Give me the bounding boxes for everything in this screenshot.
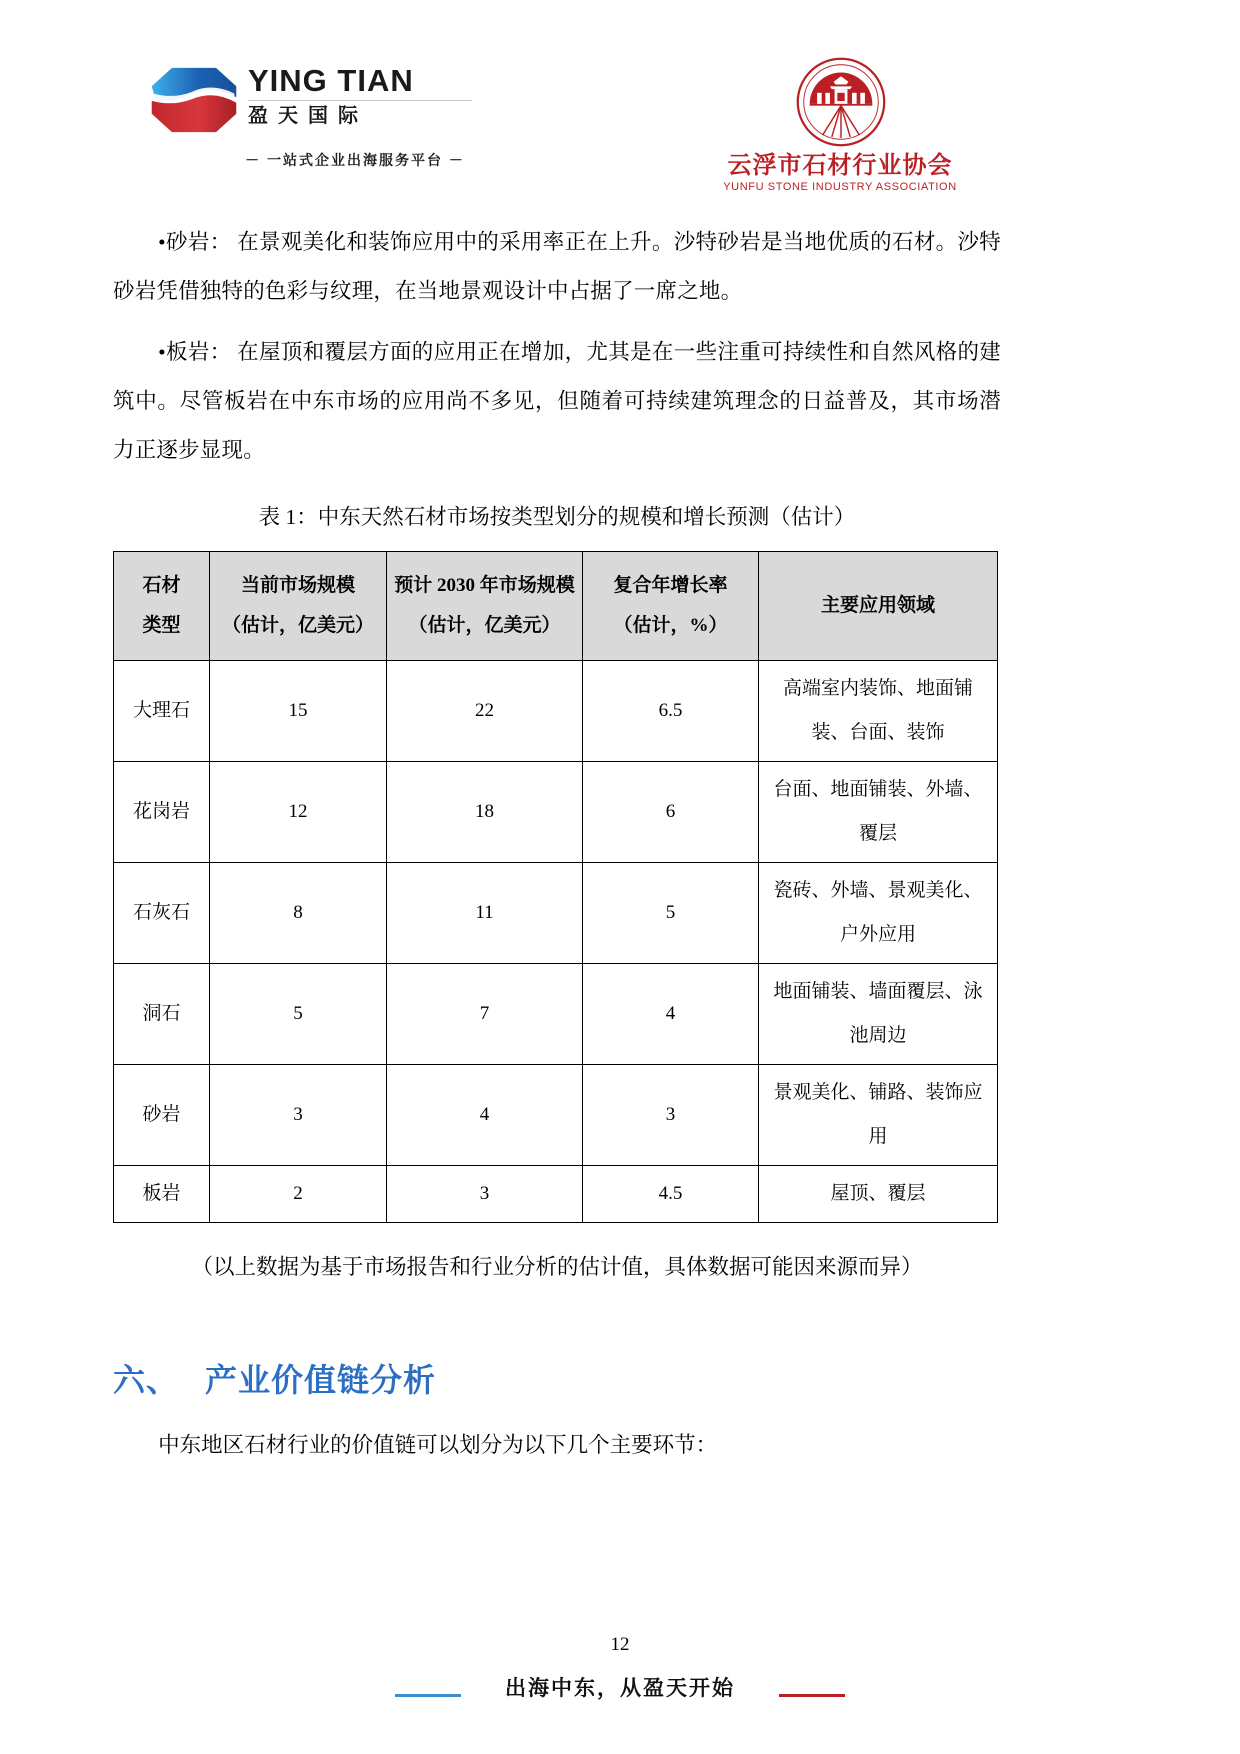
table-row (114, 762, 998, 863)
cell-cagr: 6.5 (583, 661, 759, 762)
cell-2030-size: 22 (387, 661, 583, 762)
table-row (114, 1065, 998, 1166)
cell-applications: 瓷砖、外墙、景观美化、户外应用 (759, 863, 998, 964)
cell-current-size: 12 (210, 762, 387, 863)
header-line2: （估计，%） (613, 615, 728, 636)
cell-stone-type: 砂岩 (114, 1065, 210, 1166)
table-row (114, 863, 998, 964)
cell-cagr: 6 (583, 762, 759, 863)
header-line1: 当前市场规模 (240, 575, 355, 596)
yingtian-english-name: YING TIAN (248, 63, 414, 98)
yunfu-seal-icon (795, 56, 887, 148)
cell-stone-type: 洞石 (114, 964, 210, 1065)
yingtian-logo (148, 58, 548, 188)
cell-stone-type: 板岩 (114, 1166, 210, 1223)
footer-slogan: 出海中东，从盈天开始 (505, 1676, 735, 1700)
cell-applications: 景观美化、铺路、装饰应用 (759, 1065, 998, 1166)
header-cell-type (114, 552, 210, 661)
header-cell-2030-size (387, 552, 583, 661)
page-number: 12 (610, 1634, 630, 1655)
cell-applications: 屋顶、覆层 (759, 1166, 998, 1223)
header-line2: （估计，亿美元） (221, 615, 374, 636)
paragraph-sandstone: •砂岩： 在景观美化和装饰应用中的采用率正在上升。沙特砂岩是当地优质的石材。沙特砂岩凭借独特的色彩与纹理，在当地景观设计中占据了一席之地。 (113, 230, 1001, 303)
cell-current-size: 8 (210, 863, 387, 964)
cell-applications: 高端室内装饰、地面铺装、台面、装饰 (759, 661, 998, 762)
cell-2030-size: 7 (387, 964, 583, 1065)
header-cell-current-size (210, 552, 387, 661)
section-intro-paragraph: 中东地区石材行业的价值链可以划分为以下几个主要环节： (158, 1433, 718, 1457)
cell-cagr: 5 (583, 863, 759, 964)
header-line2: 类型 (142, 615, 181, 636)
footer-slogan-row (0, 1672, 1240, 1706)
section-number: 六、 (113, 1362, 180, 1398)
cell-current-size: 5 (210, 964, 387, 1065)
cell-cagr: 4.5 (583, 1166, 759, 1223)
table-row (114, 1166, 998, 1223)
header-cell-cagr (583, 552, 759, 661)
yingtian-mark-icon (148, 66, 240, 134)
cell-applications: 地面铺装、墙面覆层、泳池周边 (759, 964, 998, 1065)
cell-current-size: 15 (210, 661, 387, 762)
page-content (113, 218, 1001, 1470)
cell-current-size: 2 (210, 1166, 387, 1223)
table-row (114, 661, 998, 762)
cell-stone-type: 大理石 (114, 661, 210, 762)
stone-market-table (113, 551, 998, 1223)
yingtian-wordmark (248, 64, 528, 128)
cell-current-size: 3 (210, 1065, 387, 1166)
table-caption: 表 1：中东天然石材市场按类型划分的规模和增长预测（估计） (258, 505, 856, 529)
header-line1: 复合年增长率 (613, 575, 728, 596)
yingtian-chinese-name: 盈天国际 (248, 105, 368, 127)
cell-2030-size: 3 (387, 1166, 583, 1223)
page-header (0, 48, 1240, 198)
yunfu-english-name: YUNFU STONE INDUSTRY ASSOCIATION (723, 181, 957, 193)
cell-stone-type: 石灰石 (114, 863, 210, 964)
header-line2: （估计，亿美元） (408, 615, 561, 636)
section-title: 产业价值链分析 (205, 1362, 437, 1398)
header-line1: 石材 (142, 575, 181, 596)
paragraph-slate: •板岩： 在屋顶和覆层方面的应用正在增加，尤其是在一些注重可持续性和自然风格的建筑中。尽管板岩在中东市场的应用尚不多见，但随着可持续建筑理念的日益普及，其市场潜力正逐步显现。 (113, 340, 1001, 462)
header-cell-applications (759, 552, 998, 661)
table-body (114, 661, 998, 1223)
cell-cagr: 4 (583, 964, 759, 1065)
cell-2030-size: 11 (387, 863, 583, 964)
cell-2030-size: 18 (387, 762, 583, 863)
yingtian-divider (248, 100, 472, 101)
cell-cagr: 3 (583, 1065, 759, 1166)
table-header (114, 552, 998, 661)
header-line1: 主要应用领域 (820, 595, 935, 616)
table-note: （以上数据为基于市场报告和行业分析的估计值，具体数据可能因来源而异） (191, 1255, 923, 1279)
yunfu-association-logo (700, 48, 1120, 198)
cell-applications: 台面、地面铺装、外墙、覆层 (759, 762, 998, 863)
header-line1: 预计 2030 年市场规模 (394, 575, 575, 596)
yunfu-chinese-name: 云浮市石材行业协会 (727, 152, 953, 179)
table-header-row (114, 552, 998, 661)
section-heading (113, 1355, 1001, 1405)
paragraph-spacer (113, 316, 1001, 328)
cell-stone-type: 花岗岩 (114, 762, 210, 863)
yingtian-tagline: － 一站式企业出海服务平台 － (245, 152, 465, 168)
table-row (114, 964, 998, 1065)
cell-2030-size: 4 (387, 1065, 583, 1166)
page-footer (0, 1632, 1240, 1706)
